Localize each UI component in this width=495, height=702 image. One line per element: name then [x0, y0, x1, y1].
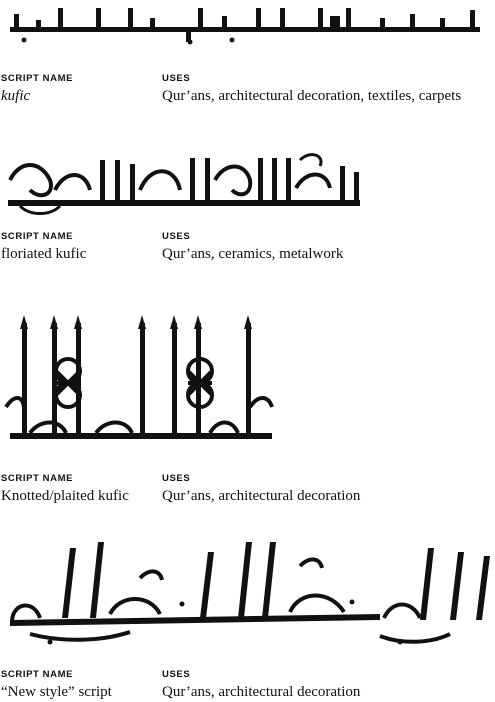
floriated-kufic-calligraphy-icon [0, 150, 495, 220]
uses-label-1: USES [162, 73, 191, 84]
uses-2: Qur’ans, ceramics, metalwork [162, 246, 344, 262]
kufic-calligraphy-icon [0, 0, 495, 60]
script-name-2: floriated kufic [1, 246, 87, 262]
uses-label-2: USES [162, 231, 191, 242]
script-name-label-4: SCRIPT NAME [1, 669, 74, 680]
uses-4: Qur’ans, architectural decoration [162, 684, 361, 700]
knotted-kufic-calligraphy-icon [0, 315, 495, 465]
knotted-kufic-calligraphy-art [0, 315, 495, 465]
new-style-calligraphy-icon [0, 538, 495, 653]
script-name-label-2: SCRIPT NAME [1, 231, 74, 242]
uses-label-4: USES [162, 669, 191, 680]
uses-3: Qur’ans, architectural decoration [162, 488, 361, 504]
uses-1: Qur’ans, architectural decoration, textiles, carpets [162, 88, 462, 104]
new-style-calligraphy-art [0, 538, 495, 653]
uses-label-3: USES [162, 473, 191, 484]
script-name-label-3: SCRIPT NAME [1, 473, 74, 484]
script-name-3: Knotted/plaited kufic [1, 488, 129, 504]
kufic-calligraphy-art [0, 0, 495, 60]
script-name-label-1: SCRIPT NAME [1, 73, 74, 84]
script-name-4: “New style” script [1, 684, 112, 700]
script-name-1: kufic [1, 88, 31, 104]
floriated-kufic-calligraphy-art [0, 150, 495, 220]
